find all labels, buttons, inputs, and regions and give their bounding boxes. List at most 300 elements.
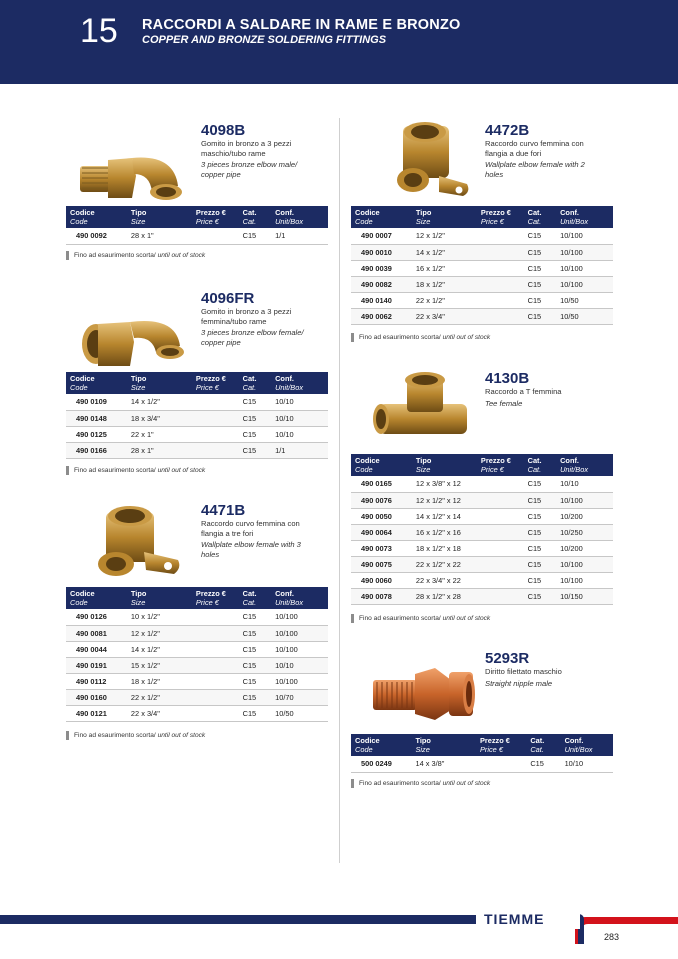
section-title-en: COPPER AND BRONZE SOLDERING FITTINGS <box>142 34 387 46</box>
column-header-label-en: Cat. <box>527 465 542 474</box>
column-header-label: Tipo <box>130 589 147 598</box>
cell-cat: C15 <box>524 476 556 492</box>
cell-cat: C15 <box>524 260 556 276</box>
cell-size: 28 x 1/2" x 28 <box>412 588 477 604</box>
stock-note <box>351 333 490 342</box>
column-header-label-en: Price € <box>480 217 504 226</box>
column-header-label: Cat. <box>242 374 257 383</box>
cell-size: 14 x 1/2" <box>412 244 477 260</box>
column-header-label-en: Size <box>415 745 430 754</box>
column-header-label: Codice <box>70 374 95 383</box>
column-header-label: Tipo <box>415 456 432 465</box>
cell-box: 10/10 <box>271 410 328 426</box>
cell-box: 10/10 <box>271 657 328 673</box>
column-header-label: Prezzo € <box>480 208 511 217</box>
column-header-label-en: Code <box>355 465 373 474</box>
cell-price <box>477 260 524 276</box>
column-header-label-en: Size <box>130 217 146 226</box>
stock-note-it: Fino ad esaurimento scorta/ <box>74 731 156 739</box>
product-image <box>74 294 194 376</box>
stock-note <box>351 779 490 788</box>
cell-box: 10/100 <box>271 625 328 641</box>
cell-cat: C15 <box>239 657 271 673</box>
column-header-label: Tipo <box>130 208 147 217</box>
cell-price <box>477 292 524 308</box>
cell-size: 18 x 1/2" <box>127 673 192 689</box>
cell-size: 22 x 3/4" <box>412 308 477 324</box>
cell-price <box>192 657 239 673</box>
cell-size: 14 x 1/2" <box>127 641 192 657</box>
column-header-cat <box>239 206 271 228</box>
cell-price <box>477 276 524 292</box>
cell-size: 15 x 1/2" <box>127 657 192 673</box>
cell-size: 14 x 3/8" <box>411 756 475 772</box>
cell-box: 10/100 <box>556 276 613 292</box>
cell-price <box>477 492 524 508</box>
table-row <box>66 705 328 721</box>
cell-cat: C15 <box>239 442 271 458</box>
cell-price <box>476 756 526 772</box>
cell-price <box>192 394 239 410</box>
column-header-label: Tipo <box>415 208 432 217</box>
column-header-label: Prezzo € <box>195 374 226 383</box>
cell-size: 18 x 1/2" <box>412 276 477 292</box>
table-row <box>66 673 328 689</box>
cell-cat: C15 <box>239 673 271 689</box>
cell-size: 18 x 3/4" <box>127 410 192 426</box>
cell-price <box>192 641 239 657</box>
column-header-label-en: Unit/Box <box>560 465 589 474</box>
column-header-label-en: Cat. <box>242 217 257 226</box>
column-header-box <box>271 206 328 228</box>
cell-size: 28 x 1" <box>127 442 192 458</box>
column-header-label-en: Code <box>355 745 373 754</box>
table-row <box>66 641 328 657</box>
product-description-it: Gomito in bronzo a 3 pezzi femmina/tubo rame <box>201 307 292 326</box>
table-row <box>351 540 613 556</box>
column-header-label-en: Cat. <box>527 217 542 226</box>
column-header-label-en: Size <box>130 383 146 392</box>
column-header-label-en: Cat. <box>242 383 257 392</box>
product-description-en: 3 pieces bronze elbow female/ copper pipe <box>201 328 304 347</box>
column-header-code <box>66 587 127 609</box>
cell-cat: C15 <box>526 756 560 772</box>
column-header-box <box>556 454 613 476</box>
cell-cat: C15 <box>524 276 556 292</box>
cell-code: 490 0121 <box>66 705 127 721</box>
cell-price <box>477 556 524 572</box>
column-header-label: Conf. <box>275 589 294 598</box>
table-header-row <box>66 372 328 394</box>
cell-box: 10/100 <box>556 572 613 588</box>
cell-code: 490 0160 <box>66 689 127 705</box>
cell-box: 10/200 <box>556 540 613 556</box>
section-number: 15 <box>80 12 118 50</box>
cell-code: 490 0191 <box>66 657 127 673</box>
cell-price <box>477 244 524 260</box>
table-row <box>351 556 613 572</box>
cell-cat: C15 <box>239 426 271 442</box>
column-header-label: Codice <box>355 736 380 745</box>
product-code: 4471B <box>201 502 246 519</box>
cell-code: 490 0125 <box>66 426 127 442</box>
cell-code: 500 0249 <box>351 756 411 772</box>
column-header-label: Codice <box>355 456 380 465</box>
table-row <box>351 244 613 260</box>
cell-cat: C15 <box>239 410 271 426</box>
column-header-price <box>192 587 239 609</box>
cell-price <box>477 540 524 556</box>
cell-size: 16 x 1/2" x 16 <box>412 524 477 540</box>
page-header <box>0 0 678 84</box>
cell-code: 490 0050 <box>351 508 412 524</box>
product-description-it: Raccordo a T femmina <box>485 387 562 396</box>
column-header-label: Prezzo € <box>479 736 510 745</box>
stock-note-it: Fino ad esaurimento scorta/ <box>359 615 441 622</box>
cell-size: 22 x 1/2" <box>127 689 192 705</box>
product-4130B <box>351 368 613 620</box>
product-image <box>74 128 194 210</box>
column-header-label: Tipo <box>130 374 147 383</box>
column-header-label: Tipo <box>415 736 431 745</box>
column-header-price <box>477 454 524 476</box>
column-header-size <box>412 206 477 228</box>
stock-note <box>66 466 205 475</box>
cell-box: 10/10 <box>556 476 613 492</box>
cell-box: 10/10 <box>271 426 328 442</box>
column-header-code <box>351 454 412 476</box>
product-description-it: Diritto filettato maschio <box>485 667 562 676</box>
column-header-cat <box>526 734 560 756</box>
column-header-label: Prezzo € <box>195 208 226 217</box>
product-4098B <box>66 120 328 270</box>
column-header-label-en: Size <box>415 217 431 226</box>
column-header-price <box>192 372 239 394</box>
column-header-label-en: Unit/Box <box>275 598 304 607</box>
stock-note-it: Fino ad esaurimento scorta/ <box>359 334 441 341</box>
column-header-size <box>127 206 192 228</box>
product-5293R <box>351 648 613 788</box>
product-4472B <box>351 120 613 342</box>
cell-price <box>477 572 524 588</box>
cell-cat: C15 <box>524 308 556 324</box>
column-header-label: Codice <box>355 208 380 217</box>
column-header-price <box>477 206 524 228</box>
table-row <box>66 625 328 641</box>
section-title-it: RACCORDI A SALDARE IN RAME E BRONZO <box>142 17 461 33</box>
stock-note-it: Fino ad esaurimento scorta/ <box>359 779 441 787</box>
stock-note-en: until out of stock <box>440 615 491 622</box>
cell-cat: C15 <box>524 524 556 540</box>
product-code: 4130B <box>485 370 530 387</box>
column-header-label: Cat. <box>527 208 542 217</box>
cell-code: 490 0075 <box>351 556 412 572</box>
cell-size: 22 x 1/2" <box>412 292 477 308</box>
product-code: 5293R <box>485 650 530 667</box>
column-header-label-en: Size <box>130 598 146 607</box>
cell-code: 490 0081 <box>66 625 127 641</box>
cell-box: 10/100 <box>556 260 613 276</box>
column-header-label-en: Unit/Box <box>560 217 589 226</box>
cell-box: 10/10 <box>561 756 613 772</box>
product-code: 4098B <box>201 122 246 139</box>
stock-note-en: until out of stock <box>440 779 491 787</box>
column-header-size <box>127 372 192 394</box>
cell-size: 12 x 1/2" <box>127 625 192 641</box>
column-header-label: Prezzo € <box>195 589 226 598</box>
product-table <box>66 206 328 245</box>
column-header-label: Conf. <box>275 208 294 217</box>
column-header-label: Conf. <box>564 736 584 745</box>
table-header-row <box>66 587 328 609</box>
table-row <box>351 292 613 308</box>
cell-price <box>192 689 239 705</box>
cell-price <box>192 705 239 721</box>
cell-size: 28 x 1" <box>127 228 192 244</box>
column-header-label: Conf. <box>560 456 579 465</box>
cell-cat: C15 <box>524 228 556 244</box>
cell-cat: C15 <box>239 641 271 657</box>
cell-box: 10/100 <box>556 492 613 508</box>
cell-box: 10/100 <box>271 609 328 625</box>
product-description-it: Gomito in bronzo a 3 pezzi maschio/tubo rame <box>201 139 292 158</box>
cell-price <box>192 228 239 244</box>
product-table <box>351 206 613 325</box>
cell-size: 12 x 3/8" x 12 <box>412 476 477 492</box>
cell-code: 490 0064 <box>351 524 412 540</box>
product-image <box>86 502 206 584</box>
cell-box: 10/100 <box>556 228 613 244</box>
cell-size: 22 x 1" <box>127 426 192 442</box>
cell-code: 490 0044 <box>66 641 127 657</box>
table-row <box>351 308 613 324</box>
column-header-label-en: Price € <box>479 745 503 754</box>
cell-code: 490 0076 <box>351 492 412 508</box>
column-header-box <box>556 206 613 228</box>
table-row <box>66 426 328 442</box>
cell-size: 16 x 1/2" <box>412 260 477 276</box>
column-header-label: Prezzo € <box>480 456 511 465</box>
footer-red-corner <box>572 914 678 944</box>
column-header-label-en: Size <box>415 465 431 474</box>
stock-note-en: until out of stock <box>440 334 491 341</box>
stock-note <box>351 614 490 623</box>
cell-price <box>192 410 239 426</box>
product-code: 4096FR <box>201 290 255 307</box>
table-row <box>351 524 613 540</box>
column-header-label-en: Code <box>355 217 373 226</box>
cell-cat: C15 <box>239 609 271 625</box>
product-table <box>351 734 613 773</box>
cell-cat: C15 <box>524 508 556 524</box>
table-row <box>66 442 328 458</box>
cell-code: 490 0078 <box>351 588 412 604</box>
column-header-label: Cat. <box>530 736 545 745</box>
cell-code: 490 0165 <box>351 476 412 492</box>
cell-cat: C15 <box>524 292 556 308</box>
cell-code: 490 0148 <box>66 410 127 426</box>
table-header-row <box>351 454 613 476</box>
stock-note-en: until out of stock <box>155 467 206 474</box>
product-description-it: Raccordo curvo femmina con flangia a due fori <box>485 139 584 158</box>
table-header-row <box>351 734 613 756</box>
cell-box: 10/250 <box>556 524 613 540</box>
cell-box: 10/50 <box>271 705 328 721</box>
cell-cat: C15 <box>239 625 271 641</box>
column-header-label: Codice <box>70 208 95 217</box>
product-image <box>365 370 485 452</box>
product-table <box>66 372 328 459</box>
cell-cat: C15 <box>524 588 556 604</box>
column-header-cat <box>524 454 556 476</box>
brand-logo: TIEMME <box>476 911 580 929</box>
cell-box: 10/200 <box>556 508 613 524</box>
cell-price <box>192 442 239 458</box>
cell-cat: C15 <box>239 394 271 410</box>
stock-note-it: Fino ad esaurimento scorta/ <box>74 251 156 259</box>
stock-note <box>66 251 205 260</box>
cell-code: 490 0092 <box>66 228 127 244</box>
column-header-code <box>66 372 127 394</box>
column-header-label-en: Price € <box>195 383 219 392</box>
product-4471B <box>66 500 328 740</box>
table-header-row <box>351 206 613 228</box>
product-description-en: Wallplate elbow female with 3 holes <box>201 540 301 559</box>
column-header-label-en: Unit/Box <box>275 217 304 226</box>
column-header-code <box>66 206 127 228</box>
column-header-label-en: Code <box>70 383 88 392</box>
column-header-code <box>351 206 412 228</box>
column-header-size <box>412 454 477 476</box>
column-header-label: Cat. <box>242 589 257 598</box>
cell-code: 490 0140 <box>351 292 412 308</box>
cell-box: 1/1 <box>271 228 328 244</box>
cell-price <box>477 476 524 492</box>
column-header-label: Conf. <box>275 374 294 383</box>
column-header-box <box>561 734 613 756</box>
table-row <box>351 492 613 508</box>
product-description-en: Wallplate elbow female with 2 holes <box>485 160 585 179</box>
table-header-row <box>66 206 328 228</box>
column-header-size <box>127 587 192 609</box>
page-number: 283 <box>604 932 620 942</box>
stock-note-en: until out of stock <box>155 731 206 739</box>
cell-size: 12 x 1/2" <box>412 228 477 244</box>
cell-price <box>477 228 524 244</box>
column-header-label-en: Price € <box>195 598 219 607</box>
cell-size: 14 x 1/2" x 14 <box>412 508 477 524</box>
table-row <box>351 260 613 276</box>
cell-price <box>477 508 524 524</box>
cell-box: 10/100 <box>556 556 613 572</box>
cell-size: 14 x 1/2" <box>127 394 192 410</box>
cell-size: 22 x 3/4" x 22 <box>412 572 477 588</box>
stock-note-en: until out of stock <box>155 251 206 259</box>
table-row <box>351 572 613 588</box>
cell-code: 490 0060 <box>351 572 412 588</box>
column-header-label-en: Cat. <box>242 598 257 607</box>
cell-price <box>192 673 239 689</box>
cell-cat: C15 <box>239 705 271 721</box>
table-row <box>351 588 613 604</box>
column-header-label-en: Price € <box>480 465 504 474</box>
column-header-price <box>476 734 526 756</box>
cell-box: 1/1 <box>271 442 328 458</box>
column-header-cat <box>239 587 271 609</box>
column-header-cat <box>239 372 271 394</box>
cell-code: 490 0112 <box>66 673 127 689</box>
cell-box: 10/100 <box>556 244 613 260</box>
product-image <box>365 650 485 732</box>
cell-size: 22 x 3/4" <box>127 705 192 721</box>
stock-note <box>66 731 205 740</box>
column-header-label-en: Code <box>70 217 88 226</box>
column-header-code <box>351 734 411 756</box>
cell-price <box>477 524 524 540</box>
table-row <box>351 756 613 772</box>
column-divider <box>339 118 340 863</box>
cell-size: 10 x 1/2" <box>127 609 192 625</box>
table-row <box>351 508 613 524</box>
cell-code: 490 0126 <box>66 609 127 625</box>
cell-cat: C15 <box>524 572 556 588</box>
cell-cat: C15 <box>524 556 556 572</box>
cell-box: 10/70 <box>271 689 328 705</box>
table-row <box>66 410 328 426</box>
cell-price <box>192 426 239 442</box>
cell-cat: C15 <box>524 244 556 260</box>
cell-size: 12 x 1/2" x 12 <box>412 492 477 508</box>
column-header-label: Conf. <box>560 208 579 217</box>
column-header-price <box>192 206 239 228</box>
product-description-it: Raccordo curvo femmina con flangia a tre fori <box>201 519 300 538</box>
cell-code: 490 0109 <box>66 394 127 410</box>
column-header-label-en: Cat. <box>530 745 544 754</box>
column-header-label: Cat. <box>527 456 542 465</box>
table-row <box>66 657 328 673</box>
column-header-size <box>411 734 475 756</box>
cell-cat: C15 <box>239 228 271 244</box>
product-code: 4472B <box>485 122 530 139</box>
product-description-en: Straight nipple male <box>485 678 553 688</box>
cell-price <box>477 308 524 324</box>
cell-price <box>192 609 239 625</box>
cell-size: 18 x 1/2" x 18 <box>412 540 477 556</box>
cell-box: 10/150 <box>556 588 613 604</box>
cell-cat: C15 <box>524 492 556 508</box>
table-row <box>351 228 613 244</box>
table-row <box>351 276 613 292</box>
cell-cat: C15 <box>524 540 556 556</box>
cell-code: 490 0082 <box>351 276 412 292</box>
column-header-box <box>271 372 328 394</box>
cell-code: 490 0007 <box>351 228 412 244</box>
cell-code: 490 0039 <box>351 260 412 276</box>
product-description-en: 3 pieces bronze elbow male/ copper pipe <box>201 160 298 179</box>
product-description-en: Tee female <box>485 398 523 408</box>
product-table <box>66 587 328 722</box>
cell-box: 10/50 <box>556 308 613 324</box>
column-header-box <box>271 587 328 609</box>
cell-code: 490 0073 <box>351 540 412 556</box>
cell-price <box>477 588 524 604</box>
product-4096FR <box>66 288 328 473</box>
column-header-label-en: Price € <box>195 217 219 226</box>
column-header-label-en: Unit/Box <box>564 745 593 754</box>
stock-note-it: Fino ad esaurimento scorta/ <box>74 467 156 474</box>
product-table <box>351 454 613 605</box>
cell-code: 490 0010 <box>351 244 412 260</box>
